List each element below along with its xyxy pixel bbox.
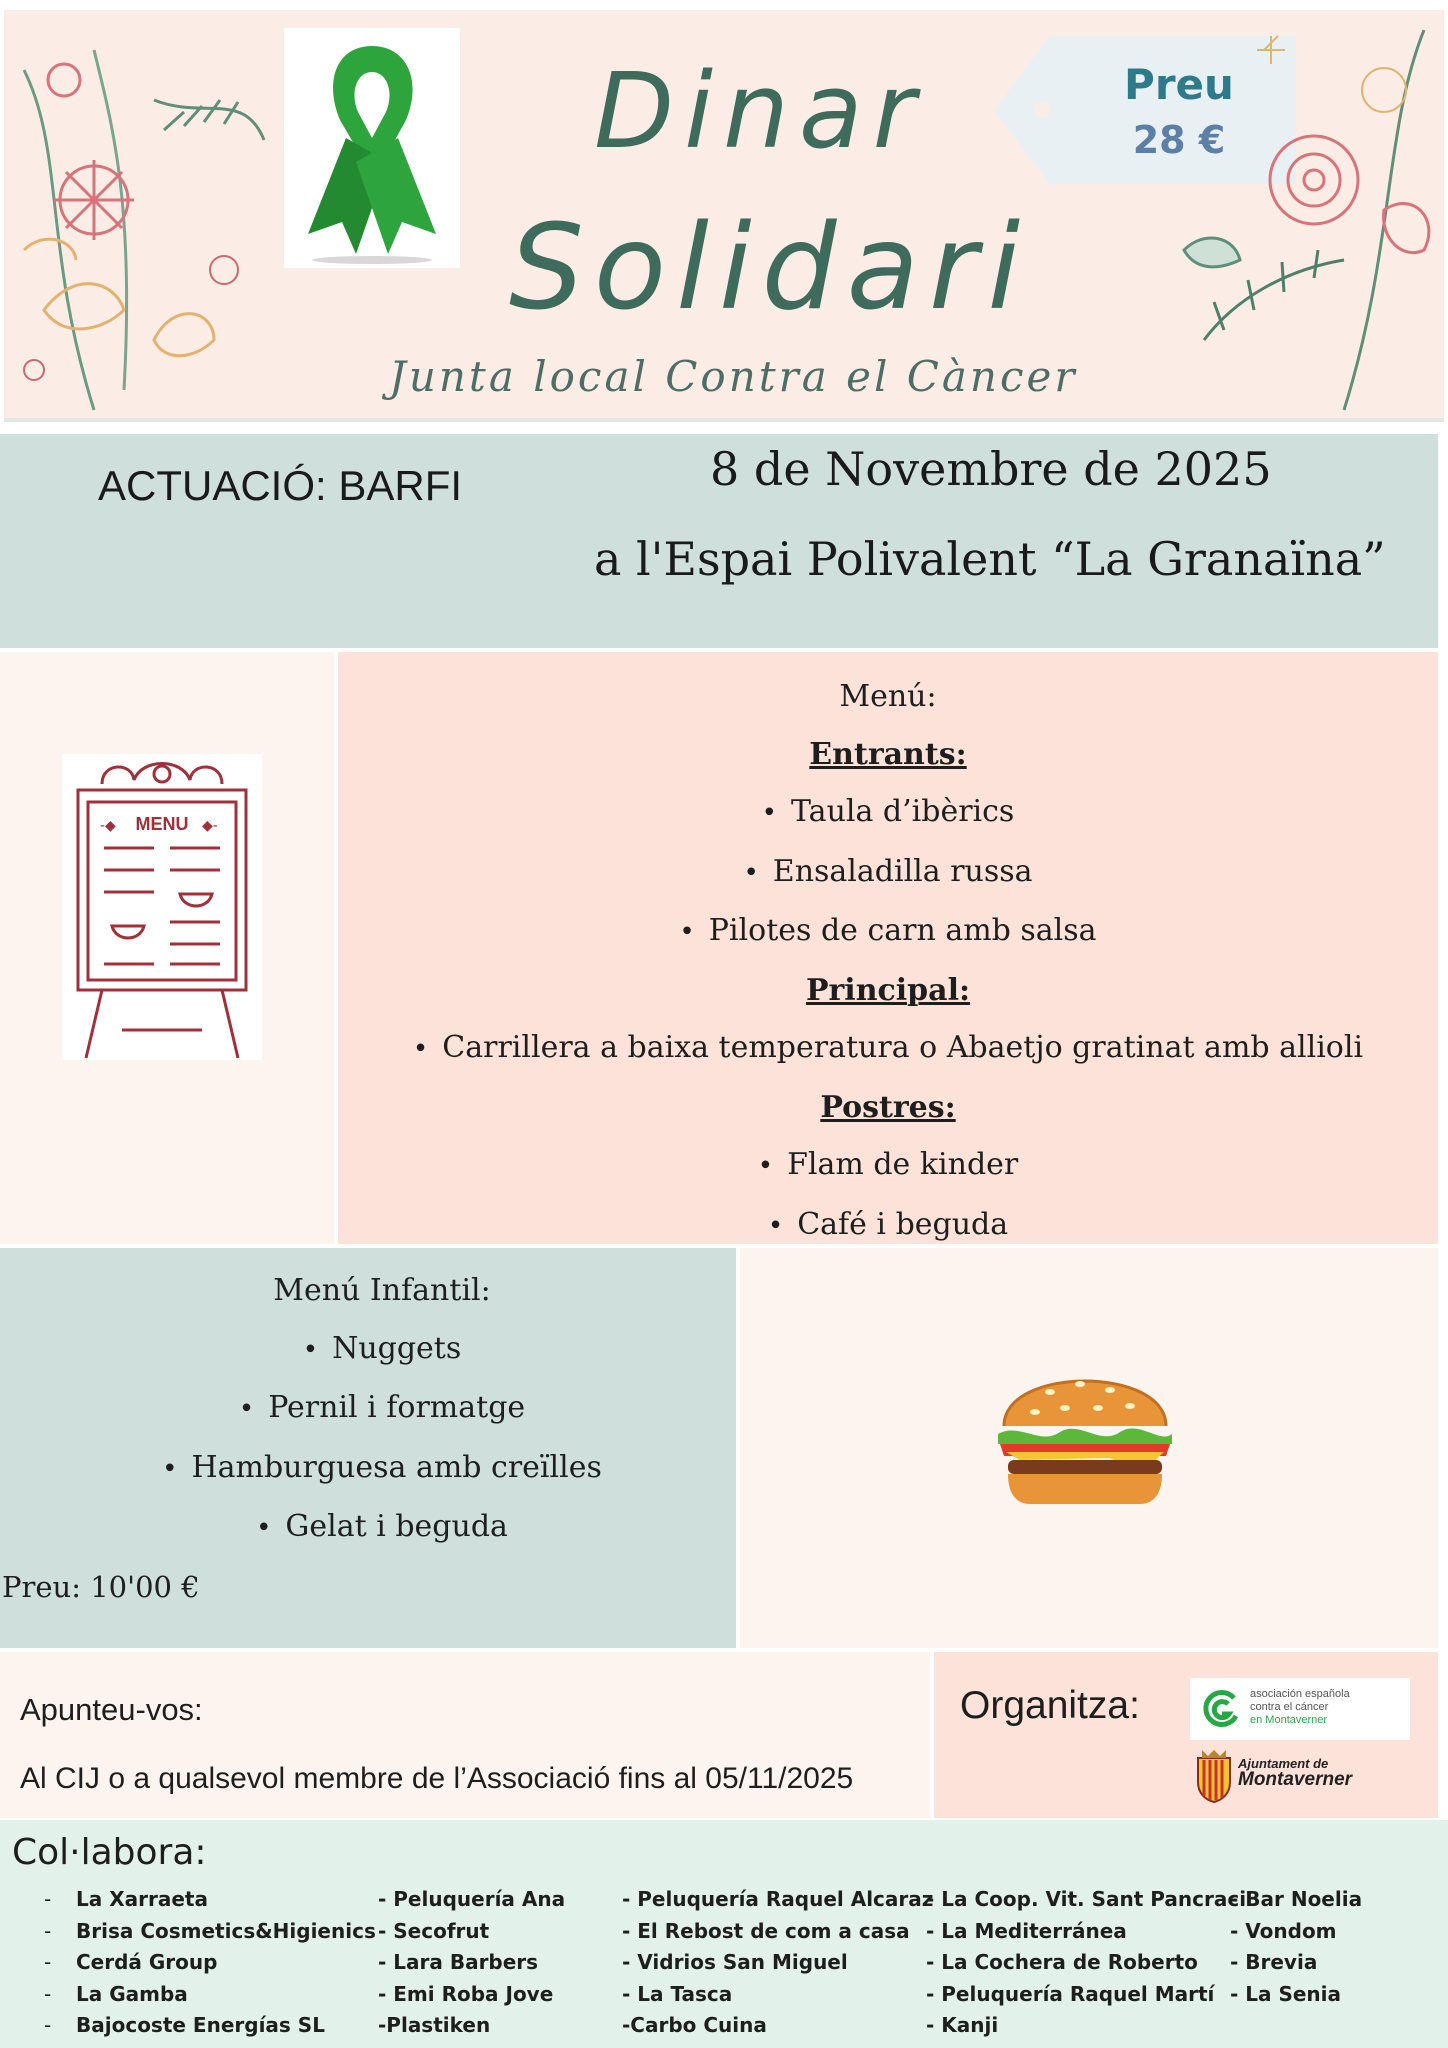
ajuntament-line2: Montaverner	[1238, 1769, 1353, 1790]
kids-menu-item: • Gelat i beguda	[0, 1498, 764, 1558]
dessert-heading: Postres:	[820, 1089, 956, 1125]
collaborator-item: - La Tasca	[622, 1981, 733, 2006]
kids-menu-item: • Hamburguesa amb creïlles	[0, 1439, 764, 1499]
menu-title: Menú:	[839, 679, 937, 714]
collaborators-column-3	[622, 1884, 933, 2042]
organizer-subtitle: Junta local Contra el Càncer	[389, 352, 1078, 401]
collaborator-item: -Carbo Cuina	[622, 2013, 767, 2038]
svg-text:◆-: ◆-	[202, 818, 218, 834]
collaborator-item: - La Xarraeta	[76, 1884, 376, 1916]
signup-title: Apunteu-vos:	[20, 1692, 203, 1727]
aecc-logo-icon	[1200, 1688, 1242, 1730]
collaborator-item: -Plastiken	[378, 2013, 491, 2038]
menu-list	[338, 668, 1438, 1255]
dessert-item: • Café i beguda	[338, 1196, 1438, 1256]
starter-item: • Ensaladilla russa	[338, 843, 1438, 903]
collaborator-item: - Peluquería Ana	[378, 1887, 566, 1911]
ribbon-logo	[284, 28, 460, 268]
organizers-title: Organitza:	[960, 1684, 1140, 1727]
ajuntament-logo	[1190, 1746, 1410, 1806]
collaborator-item: - Bar Noelia	[1230, 1887, 1363, 1911]
collaborators-column-2	[378, 1884, 565, 2042]
header-banner	[4, 10, 1444, 422]
starter-item: • Pilotes de carn amb salsa	[338, 902, 1438, 962]
collaborator-item: - Bajocoste Energías SL	[76, 2010, 376, 2042]
kids-menu-item: • Pernil i formatge	[0, 1379, 764, 1439]
green-ribbon-icon	[284, 28, 460, 268]
hamburger-icon	[990, 1356, 1180, 1510]
burger-panel	[740, 1248, 1438, 1648]
kids-menu-title: Menú Infantil:	[273, 1273, 491, 1308]
kids-menu-panel	[0, 1248, 736, 1648]
collaborators-panel	[0, 1820, 1448, 2048]
menu-board-icon	[62, 754, 262, 1060]
collaborator-item: - Peluquería Raquel Martí	[926, 1981, 1215, 2006]
collaborator-item: - Kanji	[926, 2013, 999, 2038]
collaborators-title: Col·labora:	[12, 1832, 207, 1873]
kids-menu-item: • Nuggets	[0, 1320, 764, 1380]
collaborator-item: - La Gamba	[76, 1979, 376, 2011]
ajuntament-line1: Ajuntament de	[1238, 1756, 1329, 1771]
menu-panel	[338, 652, 1438, 1244]
floral-right-icon	[1144, 10, 1444, 422]
collaborator-item: - Secofrut	[378, 1918, 490, 1943]
price-label: Preu	[1124, 60, 1234, 109]
menu-illustration-panel	[0, 652, 334, 1244]
collaborators-column-1	[76, 1884, 376, 2042]
menu-board-label: MENU	[135, 814, 189, 834]
collaborator-item: - Brisa Cosmetics&Higienics	[76, 1916, 376, 1948]
kids-menu-price: Preu: 10'00 €	[2, 1570, 200, 1604]
town-shield-icon	[1194, 1748, 1234, 1804]
collaborator-item: - El Rebost de com a casa	[622, 1918, 910, 1943]
aecc-name-line2: contra el cáncer	[1250, 1701, 1329, 1713]
svg-text:-◆: -◆	[100, 818, 116, 834]
collaborator-item: - Emi Roba Jove	[378, 1981, 554, 2006]
collaborator-item: - Peluquería Raquel Alcaraz	[622, 1887, 934, 1911]
aecc-logo	[1190, 1678, 1410, 1740]
collaborator-item: - La Cochera de Roberto	[926, 1950, 1198, 1975]
signup-text: Al CIJ o a qualsevol membre de l’Associació fins al 05/11/2025	[20, 1762, 854, 1795]
collaborator-item: - Lara Barbers	[378, 1950, 539, 1975]
collaborator-item: - Vidrios San Miguel	[622, 1950, 848, 1975]
event-title-line1: Dinar	[594, 50, 926, 172]
event-venue: a l'Espai Polivalent “La Granaïna”	[594, 532, 1386, 586]
dessert-item: • Flam de kinder	[338, 1136, 1438, 1196]
signup-panel	[0, 1652, 930, 1818]
collaborator-item: - Brevia	[1230, 1950, 1318, 1975]
collaborator-item: - Vondom	[1230, 1918, 1337, 1943]
aecc-name-line1: asociación española	[1250, 1688, 1350, 1700]
main-heading: Principal:	[805, 972, 971, 1008]
collaborator-item: - La Senia	[1230, 1981, 1342, 2006]
price-value: 28 €	[1132, 118, 1226, 162]
kids-menu-list	[0, 1262, 764, 1558]
collaborator-item: - La Coop. Vit. Sant Pancraci	[926, 1887, 1247, 1911]
menu-board	[62, 754, 262, 1060]
starter-item: • Taula d’ibèrics	[338, 783, 1438, 843]
event-date: 8 de Novembre de 2025	[710, 442, 1272, 496]
aecc-name-line3: en Montaverner	[1250, 1714, 1328, 1726]
event-title-line2: Solidari	[509, 198, 1031, 336]
collaborators-column-5	[1230, 1884, 1362, 2010]
starters-heading: Entrants:	[809, 736, 967, 772]
floral-left-icon	[4, 10, 304, 422]
collaborator-item: - Cerdá Group	[76, 1947, 376, 1979]
collaborators-column-4	[926, 1884, 1246, 2042]
main-item: • Carrillera a baixa temperatura o Abaetjo gratinat amb allioli	[338, 1019, 1438, 1079]
performer: ACTUACIÓ: BARFI	[98, 462, 463, 509]
event-info	[0, 434, 1438, 648]
collaborator-item: - La Mediterránea	[926, 1918, 1127, 1943]
organizers-panel	[934, 1652, 1438, 1818]
